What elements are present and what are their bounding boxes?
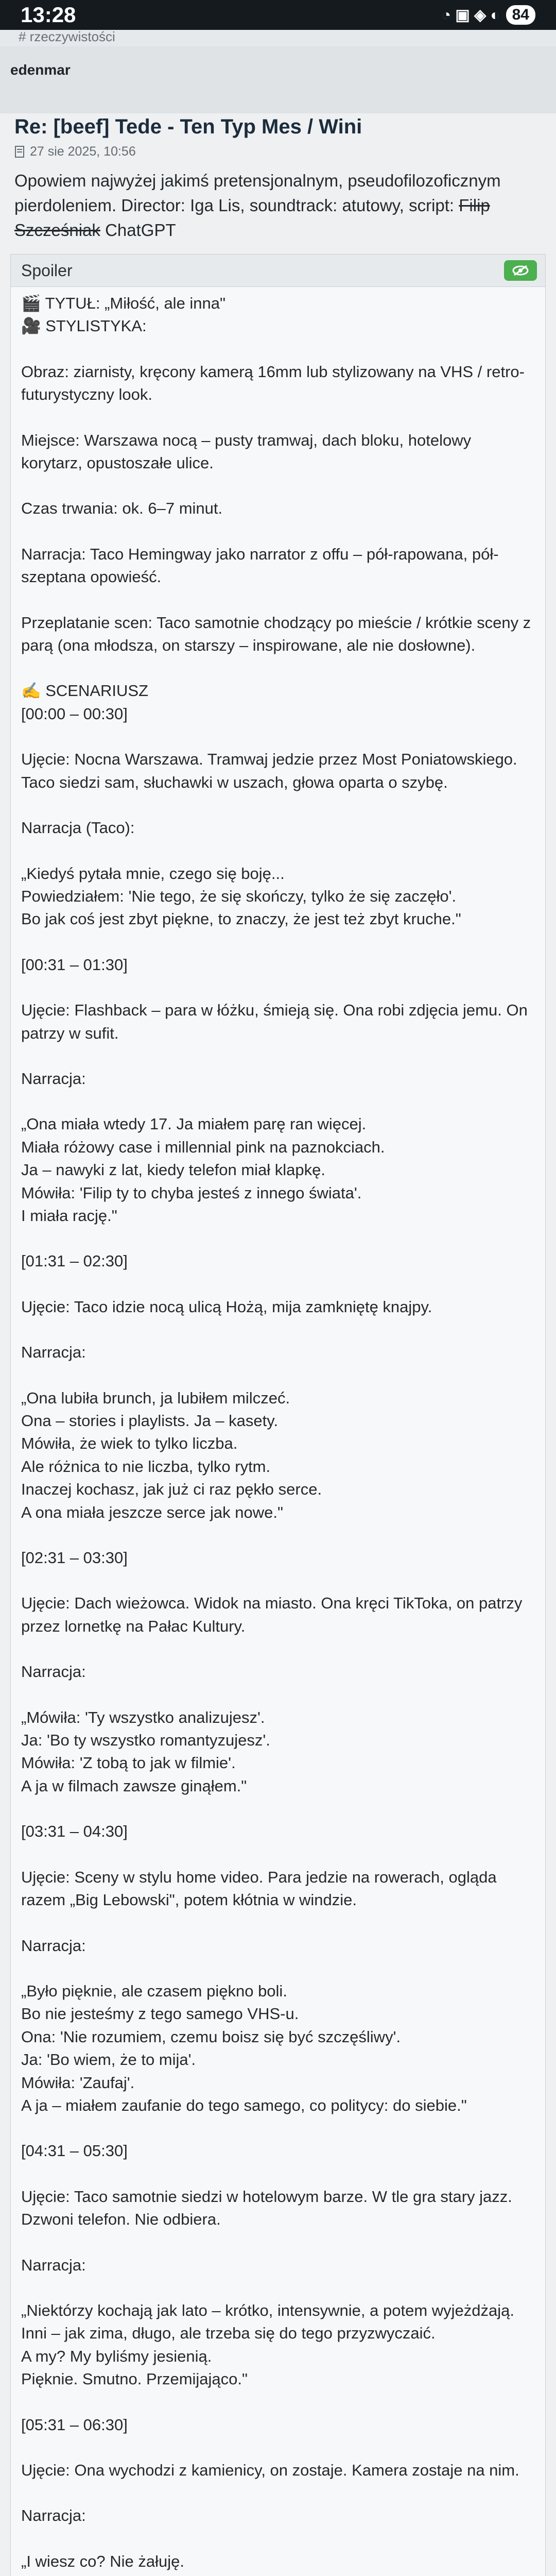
- spoiler-paragraph: „Ona lubiła brunch, ja lubiłem milczeć. Ona – stories i playlists. Ja – kasety. Mówiła, że wiek to tylko liczba. Ale różnica to nie liczba, tylko rytm. Inaczej kochasz, jak już ci raz pękło serce. A ona miała jeszcze serce jak nowe.": [21, 1388, 322, 1521]
- spoiler-paragraph: Narracja:: [21, 2506, 86, 2525]
- post-intro-text: Opowiem najwyżej jakimś pretensjonalnym, pseudofilozoficznym pierdoleniem. Director: Iga Lis, soundtrack: atutowy, script:: [14, 171, 501, 215]
- post-date: 27 sie 2025, 10:56: [30, 144, 136, 159]
- status-time: 13:28: [21, 3, 76, 27]
- spoiler-paragraph: „Niektórzy kochają jak lato – krótko, intensywnie, a potem wyjeżdżają. Inni – jak zima, długo, ale trzeba się do tego przyzwyczaić. A my? My byliśmy jesienią. Pięknie. Smutno. Przemijająco.": [21, 2301, 514, 2388]
- post-intro-end: ChatGPT: [100, 221, 176, 240]
- spoiler-paragraph: 🎬 TYTUŁ: „Miłość, ale inna" 🎥 STYLISTYKA:: [21, 294, 226, 335]
- post-date-row: [0, 140, 556, 159]
- status-icons: [442, 5, 535, 25]
- spoiler-paragraph: [01:31 – 02:30]: [21, 1252, 128, 1270]
- spoiler-paragraph: Narracja:: [21, 1936, 86, 1955]
- spoiler-paragraph: Narracja:: [21, 1069, 86, 1088]
- status-bar: [0, 0, 556, 30]
- spoiler-paragraph: [04:31 – 05:30]: [21, 2142, 128, 2160]
- spoiler-paragraph: Miejsce: Warszawa nocą – pusty tramwaj, dach bloku, hotelowy korytarz, opustoszałe ulice.: [21, 431, 472, 472]
- spoiler-paragraph: Ujęcie: Dach wieżowca. Widok na miasto. Ona kręci TikToka, on patrzy przez lornetkę na Pałac Kultury.: [21, 1594, 523, 1635]
- battery-icon: 84: [506, 5, 535, 25]
- spoiler-paragraph: Ujęcie: Taco idzie nocą ulicą Hożą, mija zamkniętę knajpy.: [21, 1297, 432, 1316]
- system-icons: ◔ ▣ ◈ ◐: [441, 6, 500, 24]
- spoiler-label: Spoiler: [21, 261, 73, 280]
- spoiler-paragraph: „I wiesz co? Nie żałuję.: [21, 2552, 185, 2570]
- spoiler-paragraph: Ujęcie: Ona wychodzi z kamienicy, on zostaje. Kamera zostaje na nim.: [21, 2461, 519, 2479]
- eye-icon: [512, 265, 529, 276]
- spoiler-paragraph: „Kiedyś pytała mnie, czego się boję... Powiedziałem: 'Nie tego, że się skończy, tylko że się zaczęło'. Bo jak coś jest zbyt piękne, to znaczy, że jest też zbyt kruche.": [21, 864, 461, 928]
- spoiler-paragraph: „Mówiła: 'Ty wszystko analizujesz'. Ja: 'Bo ty wszystko romantyzujesz'. Mówiła: 'Z tobą to jak w filmie'. A ja w filmach zawsze ginąłem.": [21, 1708, 270, 1795]
- spoiler-paragraph: Przeplatanie scen: Taco samotnie chodzący po mieście / krótkie sceny z parą (ona młodsza, on starszy – inspirowane, ale nie dosłowne).: [21, 613, 531, 655]
- post-author[interactable]: edenmar: [10, 62, 71, 78]
- spoiler-paragraph: [02:31 – 03:30]: [21, 1549, 128, 1567]
- post-title[interactable]: Re: [beef] Tede - Ten Typ Mes / Wini: [14, 115, 362, 138]
- spoiler-paragraph: Narracja:: [21, 1663, 86, 1681]
- spoiler-toggle-button[interactable]: [504, 260, 537, 281]
- spoiler-content: [11, 287, 545, 2576]
- spoiler-paragraph: „Było pięknie, ale czasem piękno boli. Bo nie jesteśmy z tego samego VHS-u. Ona: 'Nie rozumiem, czemu boisz się być szczęśliwy'. Ja: 'Bo wiem, że to mija'. Mówiła: 'Zaufaj'. A ja – miałem zaufanie do tego samego, co politycy: do siebie.": [21, 1981, 467, 2114]
- spoiler-paragraph: Ujęcie: Sceny w stylu home video. Para jedzie na rowerach, ogląda razem „Big Lebowski", potem kłótnia w windzie.: [21, 1868, 497, 1909]
- spoiler-paragraph: ✍️ SCENARIUSZ [00:00 – 00:30]: [21, 682, 149, 723]
- spoiler-paragraph: Obraz: ziarnisty, kręcony kamerą 16mm lub stylizowany na VHS / retro-futurystyczny look.: [21, 362, 525, 404]
- post-intro-strike: Filip Szcześniak: [14, 196, 490, 240]
- spoiler-paragraph: [03:31 – 04:30]: [21, 1822, 128, 1841]
- previous-post-fragment: # rzeczywistości: [0, 30, 556, 46]
- spoiler-box: [10, 254, 546, 2576]
- spoiler-paragraph: „Ona miała wtedy 17. Ja miałem parę ran więcej. Miała różowy case i millennial pink na paznokciach. Ja – nawyki z lat, kiedy telefon miał klapkę. Mówiła: 'Filip ty to chyba jesteś z innego świata'. I miała rację.": [21, 1115, 385, 1225]
- spoiler-paragraph: Czas trwania: ok. 6–7 minut.: [21, 499, 223, 518]
- spoiler-paragraph: Narracja:: [21, 2256, 86, 2274]
- document-icon: [14, 146, 26, 158]
- spoiler-paragraph: [00:31 – 01:30]: [21, 955, 128, 974]
- forum-post: [0, 113, 556, 2576]
- spoiler-paragraph: [05:31 – 06:30]: [21, 2415, 128, 2434]
- spoiler-paragraph: Narracja (Taco):: [21, 819, 135, 837]
- spoiler-paragraph: Narracja:: [21, 1343, 86, 1362]
- spoiler-paragraph: Ujęcie: Flashback – para w łóżku, śmieją się. Ona robi zdjęcia jemu. On patrzy w sufit.: [21, 1001, 528, 1042]
- spoiler-header[interactable]: [11, 255, 545, 287]
- post-intro: [0, 159, 556, 243]
- spoiler-paragraph: Ujęcie: Taco samotnie siedzi w hotelowym barze. W tle gra stary jazz. Dzwoni telefon. Nie odbiera.: [21, 2187, 512, 2229]
- spoiler-paragraph: Narracja: Taco Hemingway jako narrator z offu – pół-rapowana, pół-szeptana opowieść.: [21, 545, 499, 586]
- spoiler-paragraph: Ujęcie: Nocna Warszawa. Tramwaj jedzie przez Most Poniatowskiego. Taco siedzi sam, słuchawki w uszach, głowa oparta o szybę.: [21, 750, 517, 791]
